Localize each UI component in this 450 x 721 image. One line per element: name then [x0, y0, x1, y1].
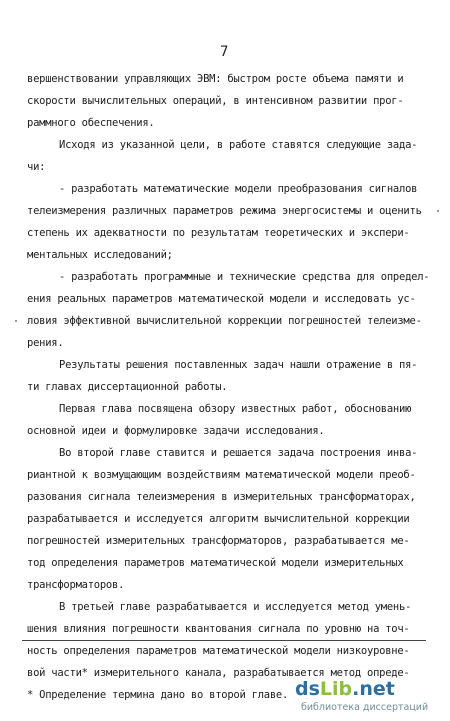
page-number: 7	[220, 44, 229, 60]
text-line: раммного обеспечения.	[27, 117, 155, 129]
text-line: скорости вычислительных операций, в интенсивном развитии прог-	[27, 95, 404, 107]
text-line: тод определения параметров математической модели измерительных	[27, 557, 404, 569]
text-line: разования сигнала телеизмерения в измерительных трансформаторах,	[27, 491, 416, 503]
text-line: вой части* измерительного канала, разрабатывается метод опреде-	[27, 667, 410, 679]
text-line: - разработать математические модели преобразования сигналов	[59, 183, 418, 195]
text-line: основной идеи и формулировке задачи исследования.	[27, 425, 325, 437]
text-line: шения влияния погрешности квантования сигнала по уровню на точ-	[27, 623, 410, 635]
text-line: рения.	[27, 337, 64, 349]
text-line: трансформаторов.	[27, 579, 125, 591]
dslib-watermark[interactable]	[295, 674, 440, 714]
text-line: телеизмерения различных параметров режима энергосистемы и оценить	[27, 205, 422, 217]
text-line: чи:	[27, 161, 46, 173]
text-line: - разработать программные и технические средства для определ-	[59, 271, 430, 283]
text-line: ловия эффективной вычислительной коррекции погрешностей телеизме-	[27, 315, 422, 327]
text-line: Результаты решения поставленных задач нашли отражение в пя-	[59, 359, 418, 371]
text-line: степень их адекватности по результатам теоретических и экспери-	[27, 227, 410, 239]
text-line: вершенствовании управляющих ЭВМ: быстром росте объема памяти и	[27, 73, 404, 85]
text-line: ментальных исследований;	[27, 249, 173, 261]
text-line: В третьей главе разрабатывается и исследуется метод умень-	[59, 601, 412, 613]
scan-speck	[15, 320, 17, 322]
dslib-logo	[295, 676, 435, 700]
text-line: ения реальных параметров математической модели и исследовать ус-	[27, 293, 416, 305]
footnote-divider	[22, 640, 426, 641]
text-line: погрешностей измерительных трансформаторов, разрабатывается ме-	[27, 535, 410, 547]
text-line: риантной к возмущающим воздействиям математической модели преоб-	[27, 469, 416, 481]
footnote: * Определение термина дано во второй главе.	[27, 689, 289, 701]
text-line: Во второй главе ставится и решается задача построения инва-	[59, 447, 418, 459]
watermark-subtitle: библиотека диссертаций	[301, 702, 429, 713]
scan-speck	[437, 210, 439, 212]
text-line: ти главах диссертационной работы.	[27, 381, 228, 393]
text-line: ность определения параметров математической модели низкоуровне-	[27, 645, 410, 657]
text-line: Первая глава посвящена обзору известных работ, обоснованию	[59, 403, 412, 415]
text-line: Исходя из указанной цели, в работе ставятся следующие зада-	[59, 139, 418, 151]
svg-text:dsLib.net: dsLib.net	[295, 678, 395, 700]
text-line: разрабатывается и исследуется алгоритм вычислительной коррекции	[27, 513, 410, 525]
